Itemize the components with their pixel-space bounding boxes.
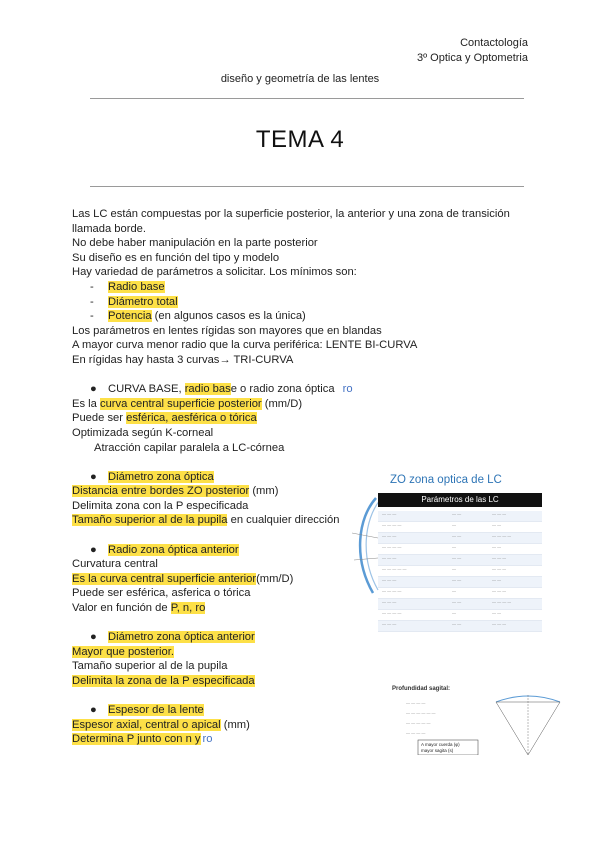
dash-marker: -	[90, 310, 94, 323]
leader-line	[354, 558, 378, 560]
dash-marker: -	[90, 295, 94, 308]
intro-line: llamada borde.	[72, 222, 147, 235]
section-line: Delimita la zona de la P especificada	[72, 675, 255, 687]
potencia-note: (en algunos casos es la única)	[151, 310, 306, 323]
paragraph-line: A mayor curva menor radio que la curva periférica: LENTE BI-CURVA	[72, 339, 418, 352]
table-row: — — — — — — — — —	[378, 566, 542, 577]
section-line: Es la curva central superficie posterior (mm/D)	[72, 397, 303, 410]
section-line: Optimizada según K-corneal	[72, 426, 214, 439]
list-item	[72, 280, 542, 295]
section-line: Distancia entre bordes ZO posterior (mm)	[72, 485, 279, 498]
intro-line: Hay variedad de parámetros a solicitar. Los mínimos son:	[72, 266, 357, 279]
bullet-dot: ●	[90, 470, 97, 483]
paragraph-line: Los parámetros en lentes rígidas son mayores que en blandas	[72, 324, 382, 337]
section-heading-espesor: ● Espesor de la lente	[90, 704, 204, 717]
section-heading-diametro-zo: ● Diámetro zona óptica	[90, 470, 214, 483]
table-row: — — — — — — — —	[378, 511, 542, 522]
section-line: Atracción capilar paralela a LC-córnea	[94, 441, 285, 454]
list-item	[72, 295, 542, 310]
paragraph-line: En rígidas hay hasta 3 curvas→ TRI-CURVA	[72, 353, 294, 366]
section-line: Puede ser esférica, asferica o tórica	[72, 587, 251, 600]
section-line: Espesor axial, central o apical (mm)	[72, 718, 250, 731]
intro-line: Su diseño es en función del tipo y modelo	[72, 251, 280, 264]
topic-label: diseño y geometría de las lentes	[220, 73, 380, 85]
section-heading-curva-base: ● CURVA BASE, radio base o radio zona óptica ro	[90, 383, 353, 396]
ro-symbol: ro	[342, 383, 353, 396]
bullet-dot: ●	[90, 704, 97, 717]
table-row: — — — — — — — —	[378, 555, 542, 566]
radius-line	[496, 702, 528, 755]
svg-text:— — — — —: — — — — —	[406, 720, 431, 725]
section-line: Tamaño superior al de la pupila en cualquier dirección	[72, 514, 340, 527]
table-row: — — — — — — — — —	[378, 533, 542, 544]
section-line: Puede ser esférica, aesférica o tórica	[72, 412, 257, 425]
bullet-dot: ●	[90, 543, 97, 556]
section-line: Es la curva central superficie anterior(mm/D)	[72, 572, 294, 585]
svg-text:— — — —: — — — —	[406, 730, 426, 735]
intro-line: Las LC están compuestas por la superficie posterior, la anterior y una zona de transición	[72, 208, 510, 220]
section-heading-radio-zo-anterior: ● Radio zona óptica anterior	[90, 543, 239, 556]
table-row: — — — — — — — —	[378, 588, 542, 599]
section-line: Mayor que posterior.	[72, 645, 174, 658]
section-line: Valor en función de P, n, ro	[72, 602, 206, 615]
list-item	[72, 309, 542, 324]
divider-top	[90, 98, 524, 99]
table-row: — — — — — — —	[378, 610, 542, 621]
section-line: Tamaño superior al de la pupila	[72, 660, 228, 673]
subject-label: Contactología	[460, 37, 528, 49]
document-header	[417, 36, 528, 66]
radius-line	[528, 702, 560, 755]
radio-base-item: Radio base	[108, 280, 165, 293]
parameters-table	[378, 493, 542, 632]
bullet-dot: ●	[90, 383, 97, 396]
svg-text:— — — — — —: — — — — — —	[406, 710, 436, 715]
dash-marker: -	[90, 280, 94, 293]
intro-line: No debe haber manipulación en la parte posterior	[72, 237, 318, 250]
note-line-1: A mayor cuerda (φ)	[421, 742, 460, 747]
table-row: — — — — — — — —	[378, 621, 542, 632]
sagittal-label: Profundidad sagital:	[392, 686, 451, 692]
table-title: Parámetros de las LC	[378, 493, 542, 507]
sagittal-depth-figure	[388, 680, 563, 755]
leader-line	[352, 533, 378, 538]
page-title: TEMA 4	[255, 126, 345, 153]
course-label: 3º Optica y Optometria	[416, 52, 528, 64]
section-line: Determina P junto con n y ro	[72, 733, 213, 746]
table-row: — — — — — — —	[378, 577, 542, 588]
section-line: Delimita zona con la P especificada	[72, 499, 249, 512]
section-line: Curvatura central	[72, 558, 158, 571]
diametro-item: Diámetro total	[108, 295, 178, 308]
table-row: — — — — — — — — —	[378, 599, 542, 610]
divider-bottom	[90, 186, 524, 187]
bullet-dot: ●	[90, 631, 97, 644]
table-row: — — — — — — —	[378, 522, 542, 533]
note-line-2: mayor sagita (s)	[421, 748, 454, 753]
svg-text:— — — —: — — — —	[406, 700, 426, 705]
section-heading-diametro-zo-anterior: ● Diámetro zona óptica anterior	[90, 631, 255, 644]
table-row: — — — — — — —	[378, 544, 542, 555]
ro-symbol: ro	[202, 733, 213, 746]
lens-curve-outer	[360, 498, 376, 593]
figure-zo-title: ZO zona optica de LC	[390, 474, 502, 486]
potencia-item: Potencia	[108, 310, 152, 323]
